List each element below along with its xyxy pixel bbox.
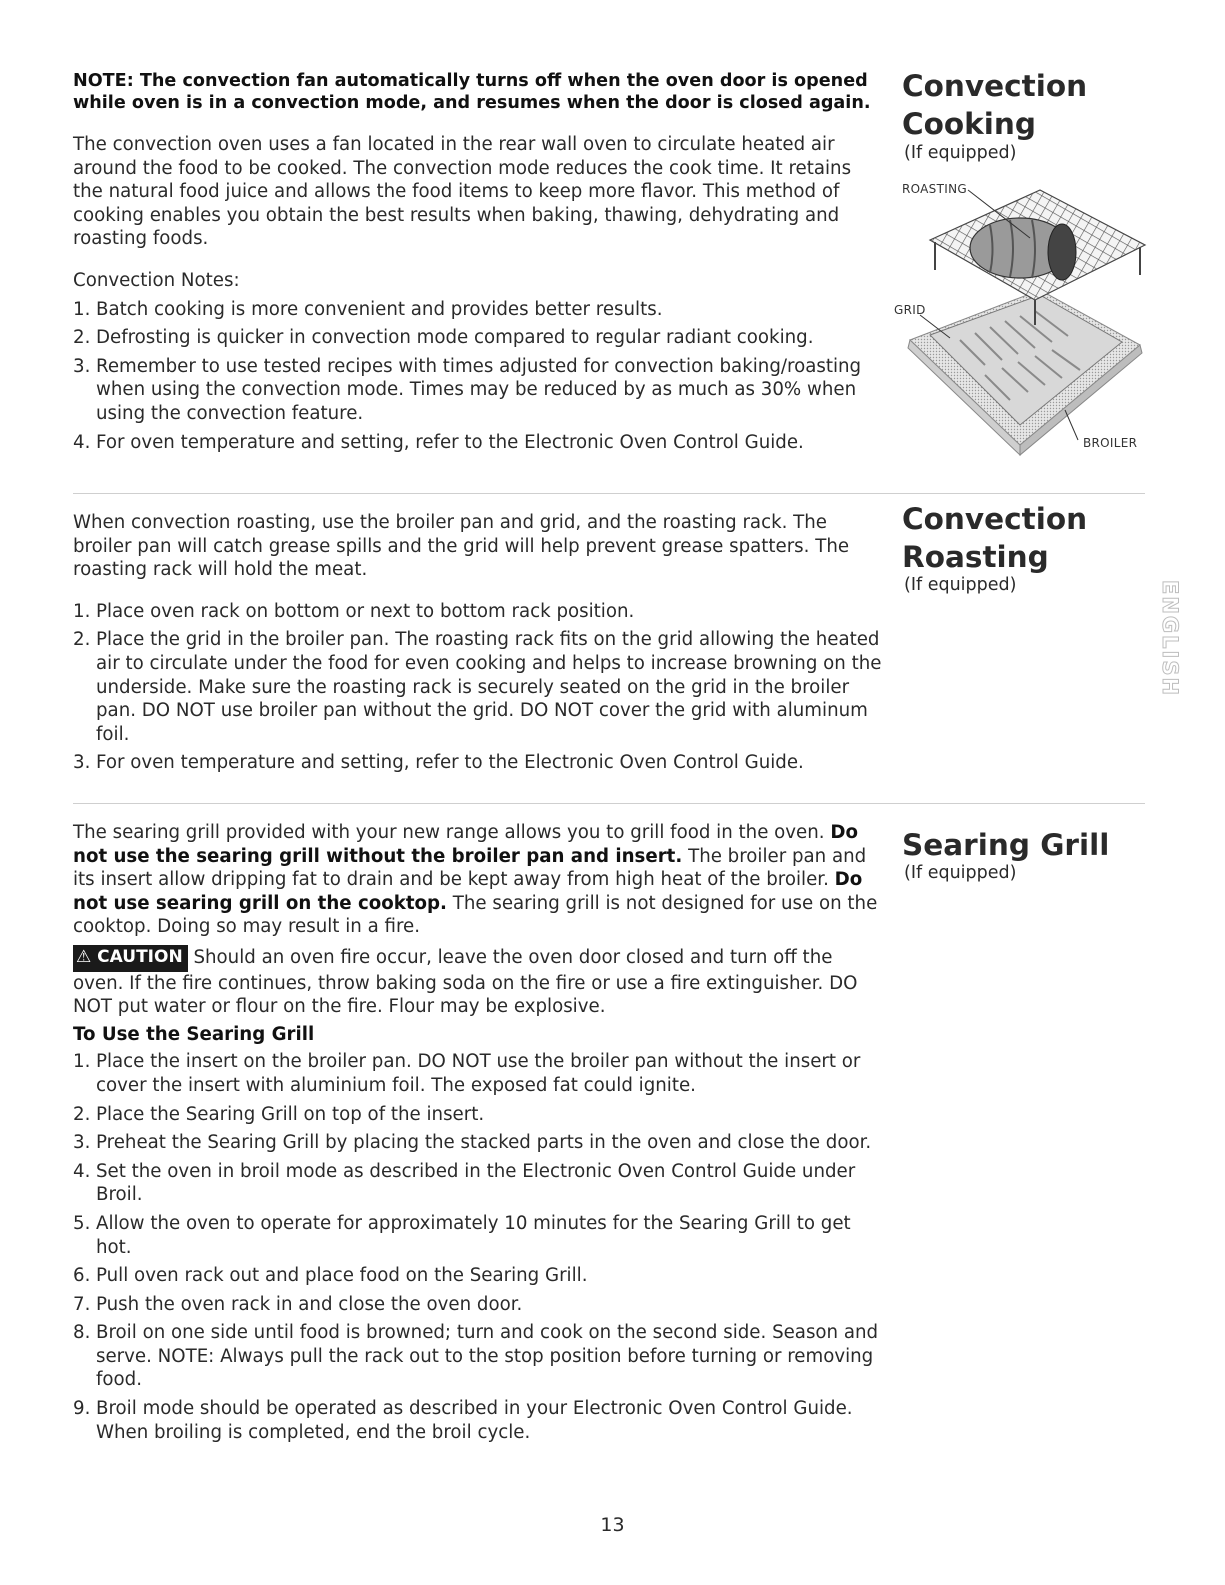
list-item: 4. For oven temperature and setting, refer to the Electronic Oven Control Guide. bbox=[73, 431, 804, 453]
section-subtitle: (If equipped) bbox=[904, 863, 1017, 883]
list-item: 1. Place oven rack on bottom or next to bottom rack position. bbox=[73, 600, 635, 622]
section-divider bbox=[73, 803, 1145, 804]
convection-note: NOTE: The convection fan automatically turns off when the oven door is opened while oven is in a convection mode, and resumes when the door is closed again. bbox=[73, 71, 871, 113]
list-item: 9. Broil mode should be operated as described in your Electronic Oven Control Guide. When broiling is completed, end the broil cycle. bbox=[73, 1398, 853, 1443]
convection-notes-list bbox=[73, 298, 883, 455]
figure-label-broiler: BROILER bbox=[1083, 436, 1138, 450]
searing-warning-1: Do not use the searing grill without the broiler pan and insert. bbox=[73, 822, 858, 867]
list-item: 1. Place the insert on the broiler pan. DO NOT use the broiler pan without the insert or cover the insert with aluminium foil. The exposed fat could ignite. bbox=[73, 1051, 861, 1096]
warning-triangle-icon: ⚠ bbox=[76, 946, 92, 967]
list-item: 1. Batch cooking is more convenient and provides better results. bbox=[73, 298, 663, 320]
list-item: 3. Remember to use tested recipes with times adjusted for convection baking/roasting when using the convection mode. Times may be reduced by as much as 30% when using the convection feature. bbox=[73, 355, 862, 424]
list-item: 2. Place the Searing Grill on top of the insert. bbox=[73, 1103, 485, 1125]
convection-notes-heading: Convection Notes: bbox=[73, 269, 240, 291]
list-item: 4. Set the oven in broil mode as described in the Electronic Oven Control Guide under Broil. bbox=[73, 1160, 856, 1206]
caution-badge: ⚠ CAUTION bbox=[73, 945, 188, 972]
section-title-searing-grill: Searing Grill bbox=[902, 828, 1110, 862]
searing-warning-2: Do not use searing grill on the cooktop. bbox=[73, 869, 863, 914]
searing-grill-body bbox=[73, 821, 883, 1449]
page-number: 13 bbox=[600, 1514, 625, 1536]
list-item: 8. Broil on one side until food is browned; turn and cook on the second side. Season and serve. NOTE: Always pull the rack out to the stop position before turning or removing food. bbox=[73, 1322, 879, 1391]
caution-text: Should an oven fire occur, leave the oven door closed and turn off the oven. If the fire continues, throw baking soda on the fire or use a fire extinguisher. DO NOT put water or flour on the fire. Flour may be explosive. bbox=[73, 946, 858, 1018]
roasting-intro: When convection roasting, use the broiler pan and grid, and the roasting rack. The broiler pan will catch grease spills and the grid will help prevent grease spatters. The roasting rack will hold the meat. bbox=[73, 512, 850, 581]
searing-intro: The searing grill provided with your new range allows you to grill food in the oven. Do not use the searing grill without the broiler pan and insert. The broiler pan and its insert allow dripping fat to drain and be kept away from high heat of the broiler. Do not use searing grill on the cooktop. The searing grill is not designed for use on the cooktop. Doing so may result in a fire. bbox=[73, 822, 878, 938]
use-searing-grill-heading: To Use the Searing Grill bbox=[73, 1023, 315, 1045]
caution-paragraph bbox=[73, 945, 883, 1019]
section-divider bbox=[73, 493, 1145, 494]
roasting-steps-list bbox=[73, 600, 883, 775]
list-item: 3. For oven temperature and setting, refer to the Electronic Oven Control Guide. bbox=[73, 752, 804, 774]
searing-steps-list bbox=[73, 1050, 883, 1444]
section-subtitle: (If equipped) bbox=[904, 575, 1017, 595]
convection-intro: The convection oven uses a fan located in the rear wall oven to circulate heated air around the food to be cooked. The convection mode reduces the cook time. It retains the natural food juice and allows the food items to keep more flavor. This method of cooking enables you obtain the best results when baking, thawing, dehydrating and roasting foods. bbox=[73, 134, 852, 250]
section-title-convection-cooking: Convection Cooking bbox=[902, 69, 1088, 141]
list-item: 6. Pull oven rack out and place food on the Searing Grill. bbox=[73, 1265, 588, 1287]
list-item: 3. Preheat the Searing Grill by placing the stacked parts in the oven and close the door. bbox=[73, 1132, 872, 1154]
list-item: 5. Allow the oven to operate for approximately 10 minutes for the Searing Grill to get hot. bbox=[73, 1212, 851, 1258]
list-item: 2. Place the grid in the broiler pan. The roasting rack fits on the grid allowing the heated air to circulate under the food for even cooking and helps to increase browning on the underside. Make sure the roasting rack is securely seated on the grid in the broiler pan. DO NOT use broiler pan without the grid. DO NOT cover the grid with aluminum foil. bbox=[73, 629, 882, 745]
language-side-tab: ENGLISH bbox=[1158, 580, 1182, 698]
figure-label-grid: GRID bbox=[894, 303, 926, 317]
convection-cooking-body bbox=[73, 70, 883, 459]
section-subtitle: (If equipped) bbox=[904, 143, 1017, 163]
list-item: 7. Push the oven rack in and close the oven door. bbox=[73, 1293, 523, 1315]
convection-roasting-body bbox=[73, 511, 883, 780]
broiler-pan-illustration bbox=[890, 170, 1150, 460]
broiler-pan-drawing bbox=[890, 170, 1150, 460]
figure-label-roasting: ROASTING bbox=[902, 182, 967, 196]
section-title-convection-roasting: Convection Roasting bbox=[902, 502, 1088, 574]
list-item: 2. Defrosting is quicker in convection mode compared to regular radiant cooking. bbox=[73, 327, 814, 349]
